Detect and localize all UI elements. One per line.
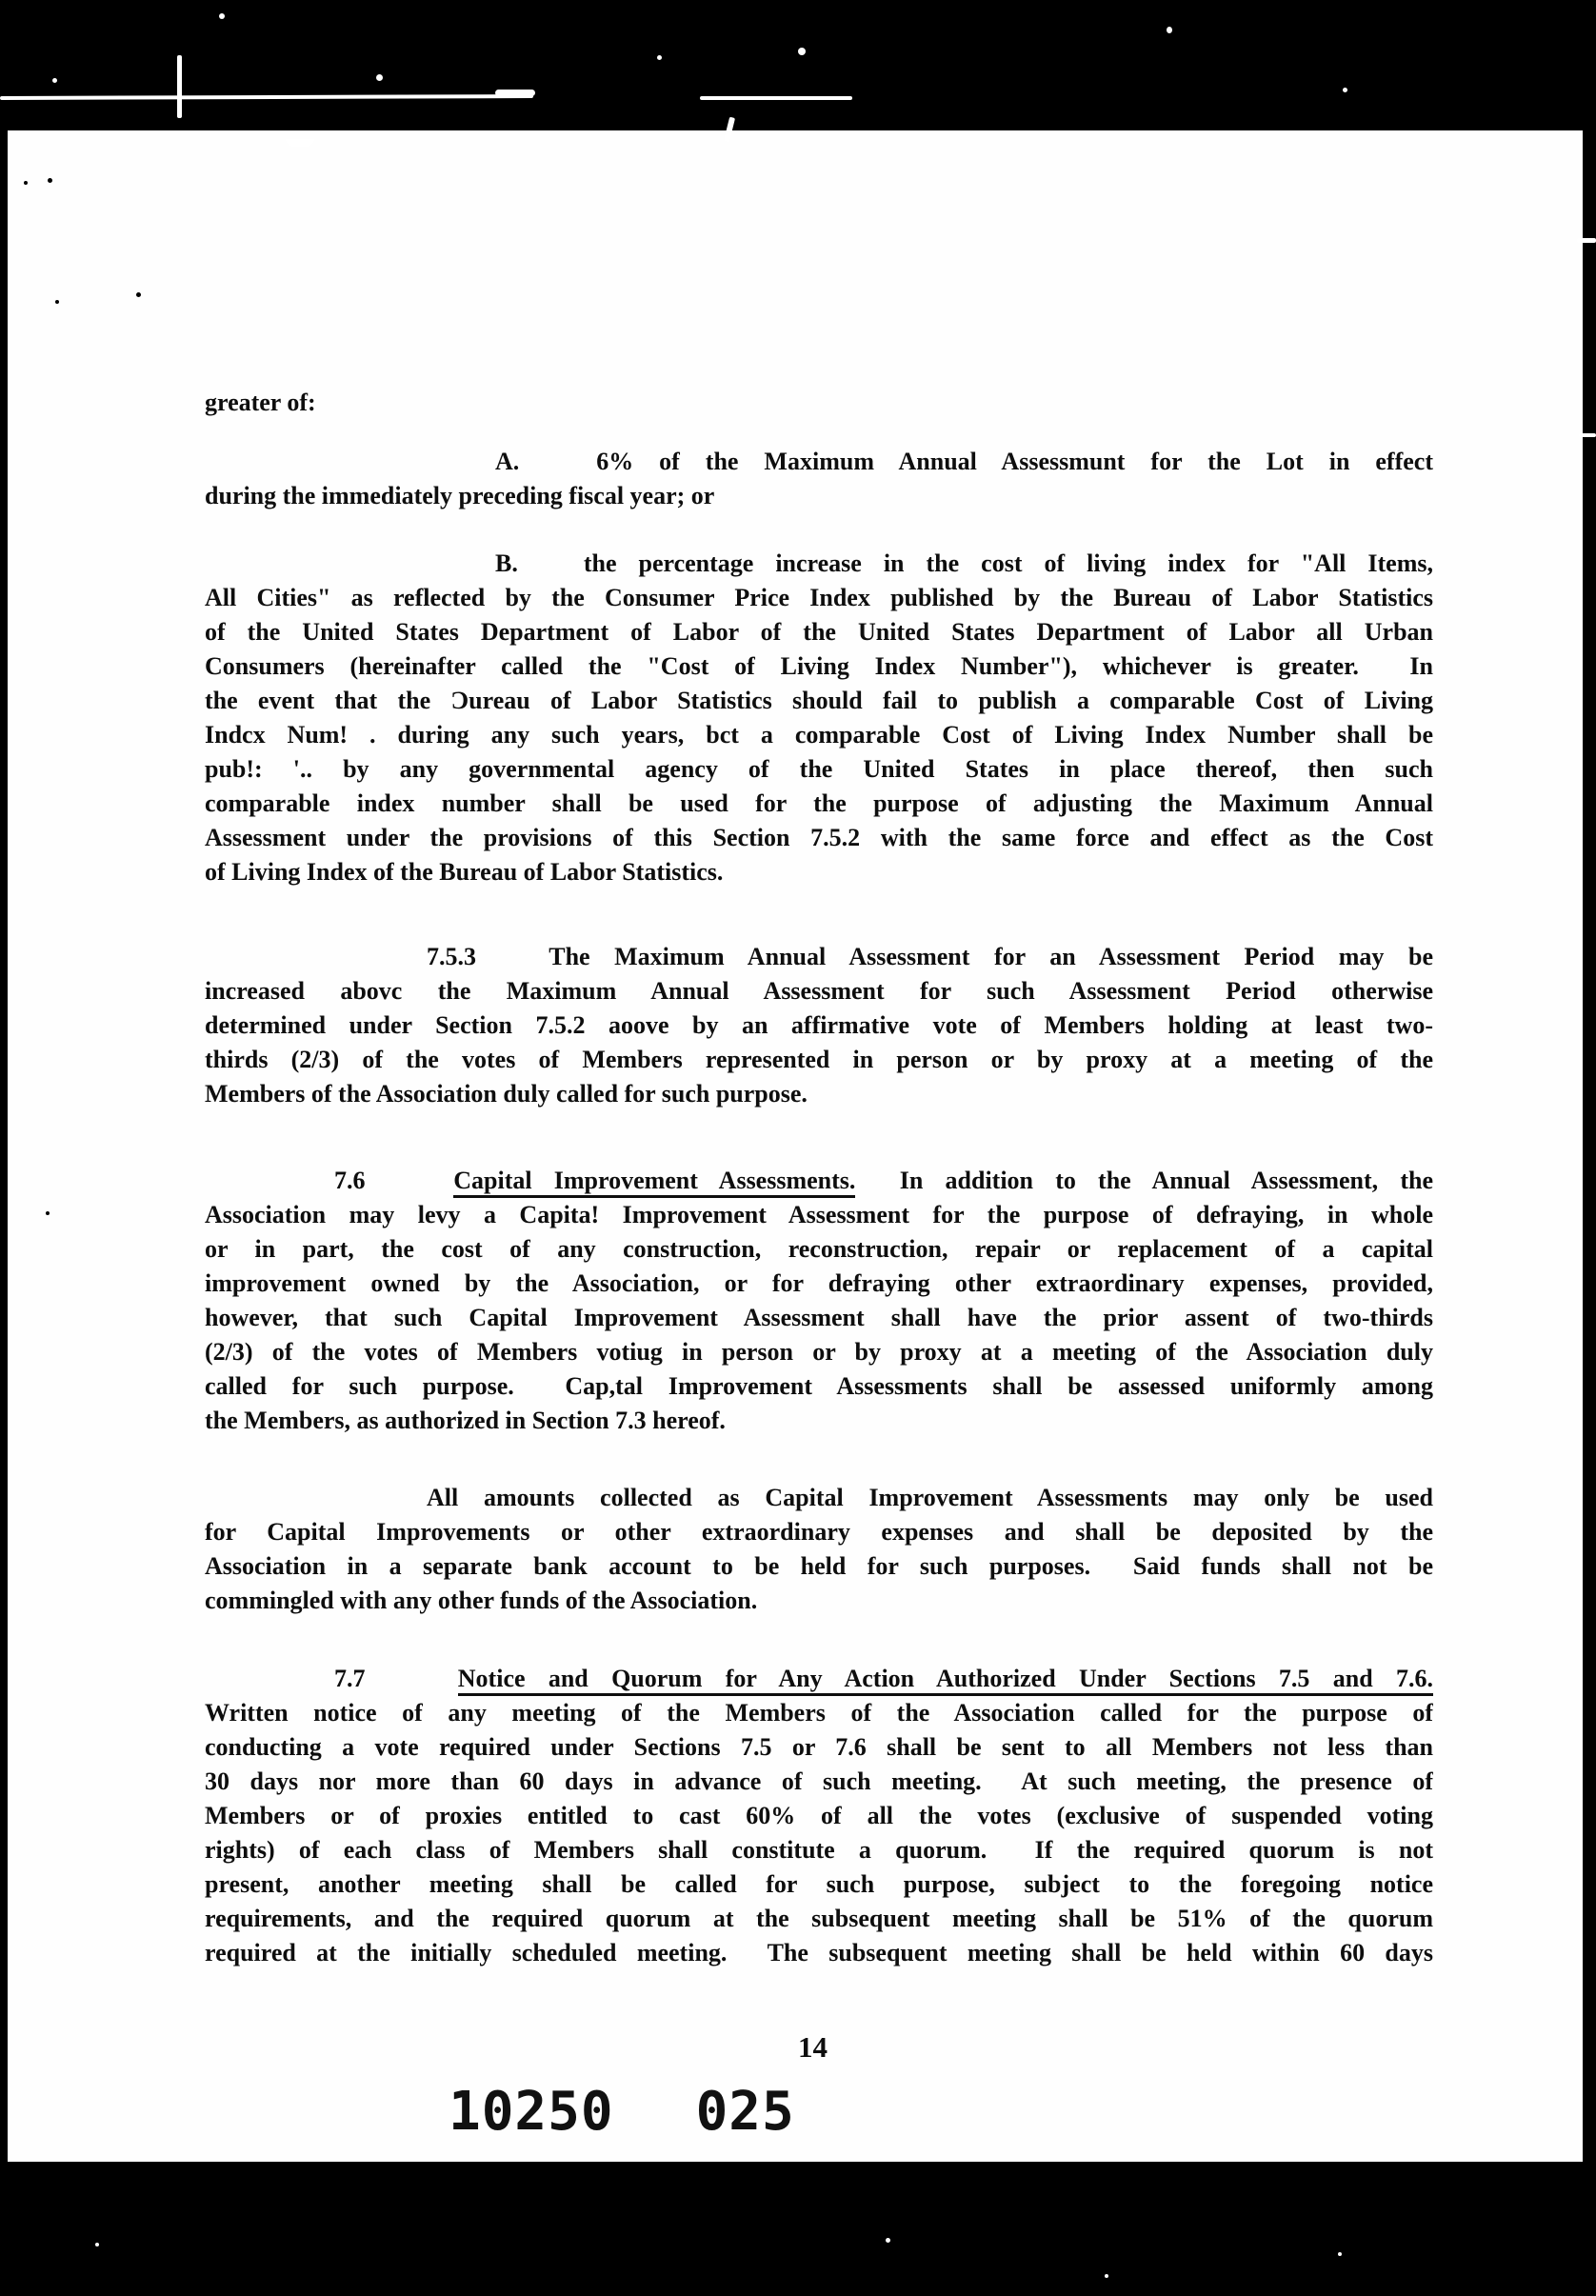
paragraph-sec-7-5-3 <box>205 940 1433 1111</box>
text-segment: Written notice of any meeting of the Members of the Association called for the purpose of <box>205 1699 1433 1727</box>
text-segment: 7.6 <box>334 1167 454 1194</box>
text-line <box>205 1369 1433 1404</box>
underlined-heading: Capital Improvement Assessments. <box>453 1167 855 1198</box>
text-line <box>205 1481 1433 1515</box>
text-segment: comparable index number shall be used for the purpose of adjusting the Maximum Annual <box>205 789 1433 817</box>
text-line <box>205 649 1433 684</box>
text-segment: Assessment under the provisions of this Section 7.5.2 with the same force and effect as the Cost <box>205 824 1433 851</box>
text-segment: B. the percentage increase in the cost of living index for "All Items, <box>495 549 1433 577</box>
scan-noise <box>55 300 59 304</box>
text-line <box>205 1404 1433 1438</box>
text-segment: greater of: <box>205 389 316 416</box>
text-segment: commingled with any other funds of the Association. <box>205 1587 758 1614</box>
text-segment: of Living Index of the Bureau of Labor Statistics. <box>205 858 724 886</box>
scan-noise <box>1167 27 1172 33</box>
text-line <box>205 974 1433 1008</box>
text-segment: Association in a separate bank account to be held for such purposes. Said funds shall not be <box>205 1552 1433 1580</box>
text-line <box>205 1164 1433 1198</box>
scan-noise <box>1343 88 1347 92</box>
text-line <box>205 1335 1433 1369</box>
text-line <box>205 787 1433 821</box>
text-line <box>205 718 1433 752</box>
text-line <box>205 1696 1433 1730</box>
text-segment: determined under Section 7.5.2 aoove by an affirmative vote of Members holding at least two- <box>205 1011 1433 1039</box>
text-segment: 30 days nor more than 60 days in advance of such meeting. At such meeting, the presence of <box>205 1767 1433 1795</box>
underlined-heading: Notice and Quorum for Any Action Authorized Under Sections 7.5 and 7.6. <box>458 1665 1433 1696</box>
scan-noise <box>24 181 28 185</box>
scan-noise <box>886 2238 890 2243</box>
text-segment: Consumers (hereinafter called the "Cost of Living Index Number"), whichever is greater. In <box>205 652 1433 680</box>
text-line <box>205 1549 1433 1584</box>
text-segment: during the immediately preceding fiscal year; or <box>205 482 715 509</box>
text-line <box>205 1799 1433 1833</box>
scan-noise <box>657 55 662 60</box>
paragraph-all-amounts <box>205 1481 1433 1618</box>
text-line <box>205 1301 1433 1335</box>
text-segment: the Members, as authorized in Section 7.3 hereof. <box>205 1407 726 1434</box>
text-line <box>205 752 1433 787</box>
text-line <box>205 1077 1433 1111</box>
scan-noise <box>136 292 141 297</box>
paragraph-sec-7-7 <box>205 1662 1433 1970</box>
text-line <box>205 821 1433 855</box>
text-segment: Indcx Num! . during any such years, bct a comparable Cost of Living Index Number shall be <box>205 721 1433 749</box>
paragraph-sec-7-6 <box>205 1164 1433 1438</box>
text-line <box>205 547 1433 581</box>
scan-scratch <box>700 96 852 100</box>
text-segment: or in part, the cost of any construction, reconstruction, repair or replacement of a capital <box>205 1235 1433 1263</box>
text-segment: improvement owned by the Association, or for defraying other extraordinary expenses, provided, <box>205 1269 1433 1297</box>
scan-border-top <box>0 0 1596 130</box>
text-line <box>205 1730 1433 1765</box>
text-line <box>205 1515 1433 1549</box>
text-line <box>205 940 1433 974</box>
text-segment: In addition to the Annual Assessment, the <box>855 1167 1433 1194</box>
text-line <box>205 855 1433 889</box>
text-segment: thirds (2/3) of the votes of Members represented in person or by proxy at a meeting of the <box>205 1046 1433 1073</box>
text-line <box>205 1867 1433 1902</box>
scan-scratch <box>495 90 535 96</box>
scan-noise <box>46 1211 50 1215</box>
text-line <box>205 615 1433 649</box>
document-page <box>8 130 1583 2162</box>
text-segment: however, that such Capital Improvement Assessment shall have the prior assent of two-thirds <box>205 1304 1433 1331</box>
scan-noise <box>52 78 57 83</box>
text-segment: of the United States Department of Labor of the United States Department of Labor all Urban <box>205 618 1433 646</box>
paragraph-item-b <box>205 547 1433 889</box>
text-segment: requirements, and the required quorum at the subsequent meeting shall be 51% of the quorum <box>205 1905 1433 1932</box>
text-line <box>205 1584 1433 1618</box>
scan-border-bottom <box>0 2162 1596 2296</box>
scan-border-right <box>1583 0 1596 2296</box>
scan-scratch <box>286 139 314 147</box>
scan-noise <box>1105 2274 1108 2278</box>
text-segment: All amounts collected as Capital Improvement Assessments may only be used <box>427 1484 1433 1511</box>
text-line <box>205 1833 1433 1867</box>
scan-noise <box>376 74 383 81</box>
paragraph-intro <box>205 386 1433 420</box>
text-segment: All Cities" as reflected by the Consumer Price Index published by the Bureau of Labor Statistics <box>205 584 1433 611</box>
text-segment: increased abovc the Maximum Annual Assessment for such Assessment Period otherwise <box>205 977 1433 1005</box>
text-line <box>205 684 1433 718</box>
scan-noise <box>798 48 806 55</box>
text-segment: for Capital Improvements or other extraordinary expenses and shall be deposited by the <box>205 1518 1433 1546</box>
recorder-stamp <box>449 2081 795 2143</box>
text-segment: Members or of proxies entitled to cast 60% of all the votes (exclusive of suspended voting <box>205 1802 1433 1829</box>
text-line <box>205 445 1433 479</box>
text-line <box>205 1043 1433 1077</box>
text-segment: rights) of each class of Members shall constitute a quorum. If the required quorum is not <box>205 1836 1433 1864</box>
text-line <box>205 1267 1433 1301</box>
scan-scratch <box>1577 238 1596 243</box>
text-line <box>205 581 1433 615</box>
text-segment: A. 6% of the Maximum Annual Assessmunt for the Lot in effect <box>495 448 1433 475</box>
text-line <box>205 1902 1433 1936</box>
text-line <box>205 1936 1433 1970</box>
text-segment: (2/3) of the votes of Members votiug in person or by proxy at a meeting of the Association duly <box>205 1338 1433 1366</box>
text-column <box>205 386 1433 1970</box>
text-segment: Members of the Association duly called for such purpose. <box>205 1080 808 1108</box>
text-segment: present, another meeting shall be called for such purpose, subject to the foregoing notice <box>205 1870 1433 1898</box>
stamp-book-number: 10250 <box>449 2081 614 2143</box>
page-number: 14 <box>798 2030 828 2064</box>
scan-noise <box>219 13 225 19</box>
text-line <box>205 386 1433 420</box>
text-segment: called for such purpose. Cap,tal Improvement Assessments shall be assessed uniformly among <box>205 1372 1433 1400</box>
scan-noise <box>48 178 52 183</box>
text-line <box>205 479 1433 513</box>
text-segment: the event that the Ɔureau of Labor Statistics should fail to publish a comparable Cost of Living <box>205 687 1433 714</box>
paragraph-item-a <box>205 445 1433 513</box>
text-line <box>205 1198 1433 1232</box>
text-segment: pub!: '.. by any governmental agency of the United States in place thereof, then such <box>205 755 1433 783</box>
stamp-page-number: 025 <box>695 2081 795 2143</box>
text-line <box>205 1662 1433 1696</box>
text-line <box>205 1232 1433 1267</box>
text-line <box>205 1765 1433 1799</box>
text-segment: conducting a vote required under Sections 7.5 or 7.6 shall be sent to all Members not less than <box>205 1733 1433 1761</box>
scan-noise <box>95 2243 99 2246</box>
scan-scratch <box>177 55 182 118</box>
text-segment: 7.5.3 The Maximum Annual Assessment for an Assessment Period may be <box>427 943 1433 970</box>
text-segment: 7.7 <box>334 1665 458 1692</box>
scan-noise <box>1338 2252 1342 2256</box>
text-segment: required at the initially scheduled meeting. The subsequent meeting shall be held within 60 days <box>205 1939 1433 1967</box>
scan-scratch <box>1579 433 1596 437</box>
text-line <box>205 1008 1433 1043</box>
text-segment: Association may levy a Capita! Improvement Assessment for the purpose of defraying, in whole <box>205 1201 1433 1228</box>
